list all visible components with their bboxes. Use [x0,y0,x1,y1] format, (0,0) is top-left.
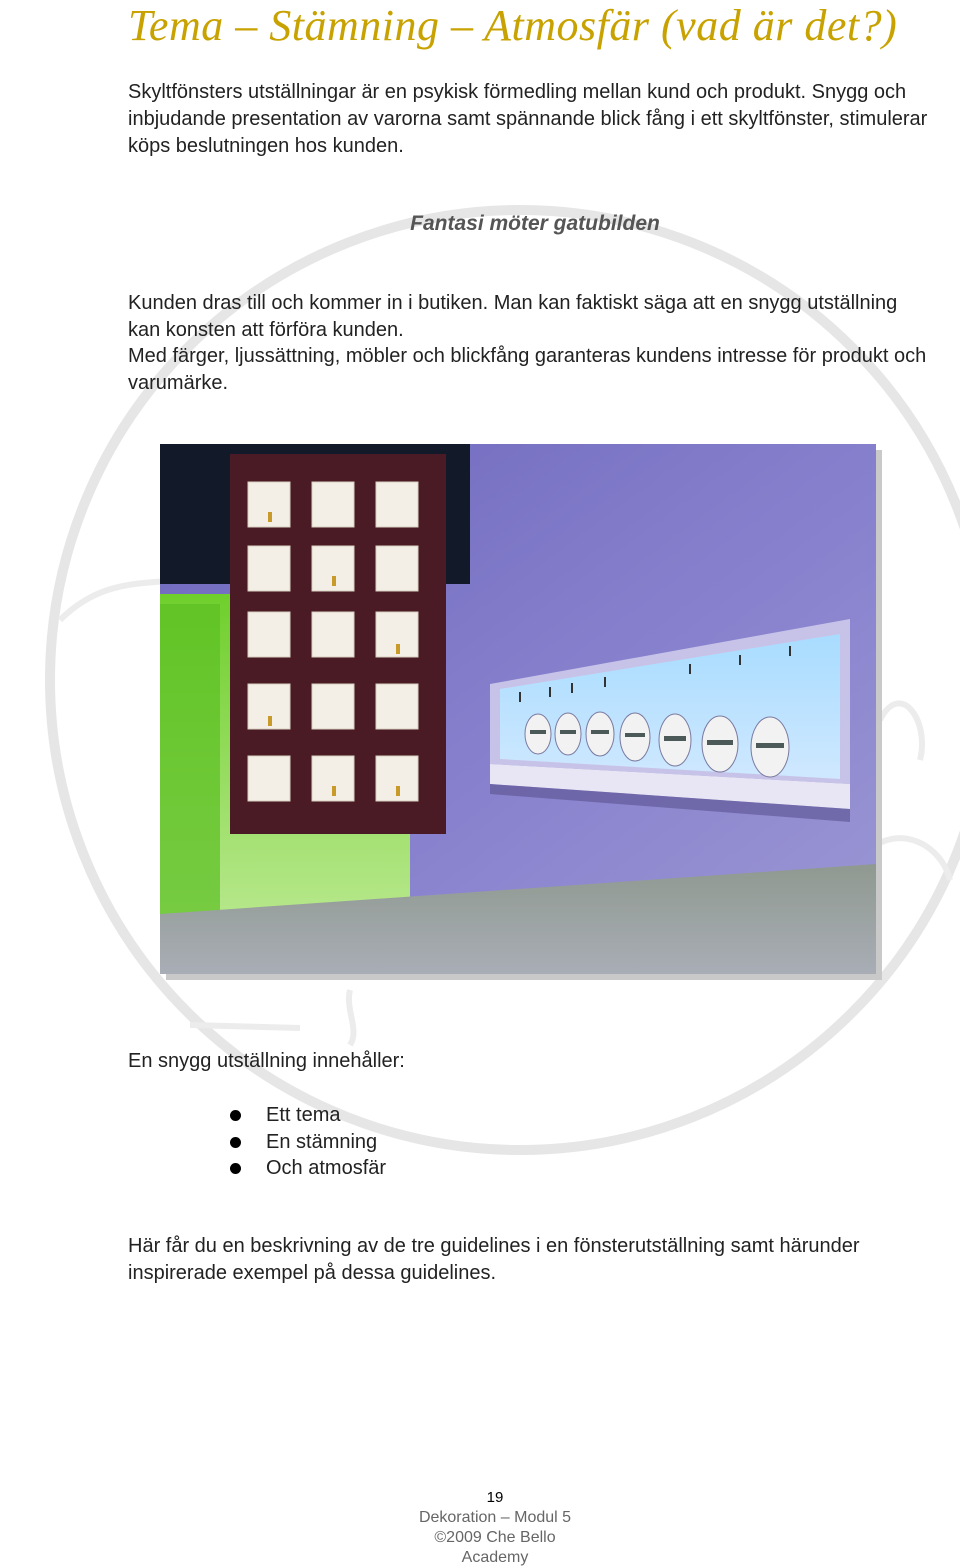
bullet-list [230,1102,386,1182]
shop-display-photo [160,444,876,974]
list-item-text: Och atmosfär [266,1157,387,1179]
body-paragraph-1: Kunden dras till och kommer in i butiken. Man kan faktiskt säga att en snygg utställning kan konsten att förföra kunden. [128,292,898,341]
list-item [230,1129,386,1156]
page-title: Tema – Stämning – Atmosfär (vad är det?) [128,1,898,50]
subheading: Fantasi möter gatubilden [410,212,660,235]
closing-paragraph: Här får du en beskrivning av de tre guidelines i en fönsterutställning samt härunder inspirerade exempel på dessa guidelines. [128,1235,860,1284]
page-number: 19 [486,1489,504,1506]
bullet-icon [230,1137,241,1148]
list-item [230,1155,386,1182]
list-item [230,1102,386,1129]
list-intro: En snygg utställning innehåller: [128,1050,405,1072]
bullet-icon [230,1110,241,1121]
intro-paragraph: Skyltfönsters utställningar är en psykisk förmedling mellan kund och produkt. Snygg och inbjudande presentation av varorna samt spännande blick fång i ett skyltfönster, stimulerar köps beslutningen hos kunden. [128,81,928,157]
list-item-text: Ett tema [266,1104,341,1126]
footer-copyright: ©2009 Che Bello Academy [434,1529,556,1566]
list-item-text: En stämning [266,1130,378,1153]
footer-module: Dekoration – Modul 5 [418,1509,572,1526]
bullet-icon [230,1163,241,1174]
body-paragraph-2: Med färger, ljussättning, möbler och blickfång garanteras kundens intresse för produkt och varumärke. [128,345,927,394]
page-footer [400,1488,590,1568]
